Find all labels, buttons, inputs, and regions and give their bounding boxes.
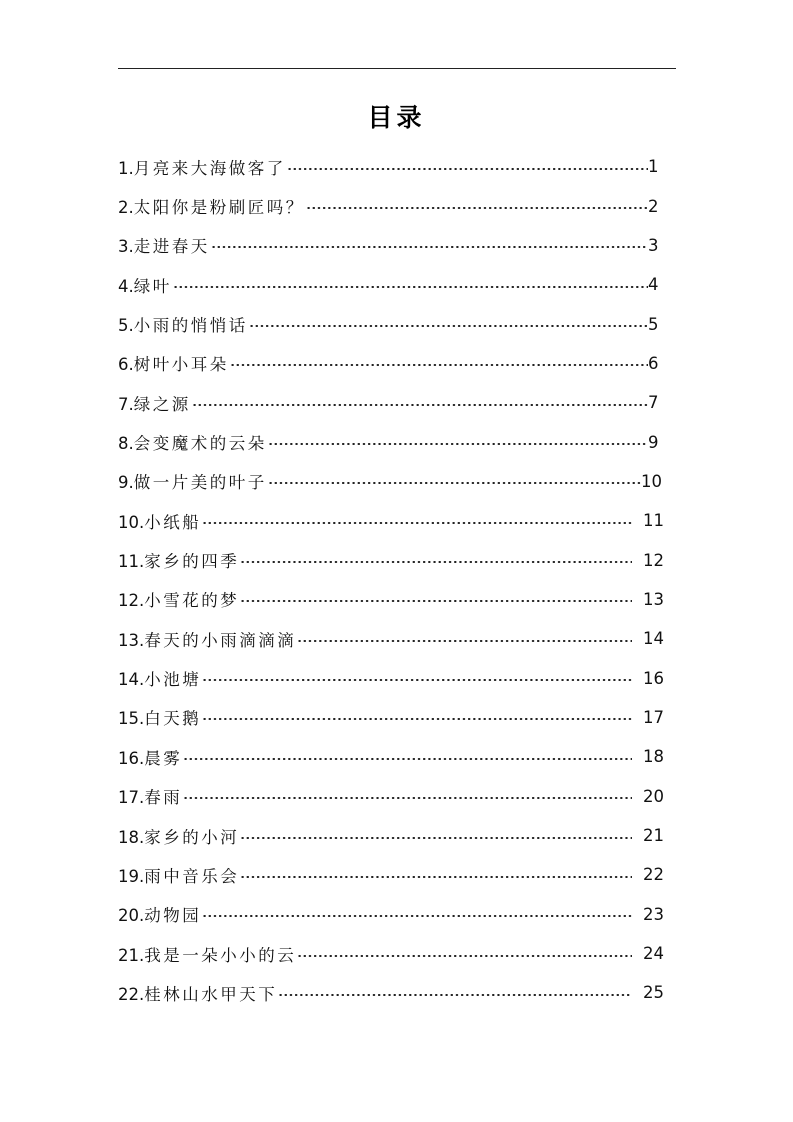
entry-page: 20 [643, 786, 664, 806]
toc-entry[interactable] [118, 540, 663, 579]
entry-number: 13. [118, 630, 145, 650]
entry-number: 4. [118, 276, 134, 296]
dot-leader [230, 364, 648, 366]
dot-leader [192, 404, 648, 406]
entry-page: 22 [643, 865, 664, 885]
entry-page: 21 [643, 826, 664, 846]
toc-entry[interactable] [118, 501, 663, 540]
toc-entry[interactable] [118, 462, 663, 501]
dot-leader [297, 955, 632, 957]
toc-entry[interactable] [118, 698, 663, 737]
entry-page: 2 [648, 196, 659, 216]
entry-page: 6 [648, 353, 659, 373]
entry-title: 小雪花的梦 [144, 591, 240, 611]
entry-page: 14 [643, 629, 664, 649]
dot-leader [173, 286, 648, 288]
entry-number: 10. [118, 512, 145, 532]
entry-title: 太阳你是粉刷匠吗？ [133, 198, 305, 218]
entry-title: 树叶小耳朵 [133, 355, 229, 375]
entry-title: 雨中音乐会 [144, 866, 240, 886]
entry-page: 25 [643, 983, 664, 1003]
entry-page: 3 [648, 235, 659, 255]
toc-entry[interactable] [118, 855, 663, 894]
dot-leader [211, 246, 648, 248]
dot-leader [240, 876, 632, 878]
entry-number: 20. [118, 906, 145, 926]
entry-page: 5 [648, 314, 659, 334]
entry-page: 12 [643, 550, 664, 570]
toc-entry[interactable] [118, 619, 663, 658]
entry-title: 绿叶 [133, 276, 172, 296]
entry-title: 我是一朵小小的云 [144, 945, 297, 965]
entry-number: 22. [118, 984, 145, 1004]
entry-number: 16. [118, 748, 145, 768]
dot-leader [306, 207, 648, 209]
toc-entry[interactable] [118, 777, 663, 816]
entry-title: 做一片美的叶子 [133, 473, 267, 493]
toc-entry[interactable] [118, 580, 663, 619]
entry-title: 走进春天 [133, 237, 210, 257]
entry-page: 17 [643, 707, 664, 727]
dot-leader [240, 561, 632, 563]
dot-leader [297, 640, 632, 642]
toc-entry[interactable] [118, 895, 663, 934]
dot-leader [249, 325, 648, 327]
entry-title: 春天的小雨滴滴滴 [144, 630, 297, 650]
entry-number: 6. [118, 355, 134, 375]
entry-title: 小雨的悄悄话 [133, 316, 248, 336]
toc-entry[interactable] [118, 344, 663, 383]
entry-page: 24 [643, 944, 664, 964]
dot-leader [240, 837, 632, 839]
dot-leader [268, 443, 648, 445]
entry-title: 小池塘 [144, 670, 202, 690]
dot-leader [202, 522, 632, 524]
entry-title: 白天鹅 [144, 709, 202, 729]
toc-entry[interactable] [118, 934, 663, 973]
entry-title: 家乡的四季 [144, 552, 240, 572]
entry-number: 18. [118, 827, 145, 847]
entry-title: 动物园 [144, 906, 202, 926]
entry-number: 21. [118, 945, 145, 965]
toc-entry[interactable] [118, 658, 663, 697]
entry-number: 11. [118, 552, 145, 572]
entry-page: 10 [641, 471, 662, 491]
entry-number: 15. [118, 709, 145, 729]
toc-entry[interactable] [118, 816, 663, 855]
entry-page: 13 [643, 589, 664, 609]
entry-number: 19. [118, 866, 145, 886]
entry-number: 3. [118, 237, 134, 257]
entry-title: 晨雾 [144, 748, 183, 768]
entry-page: 16 [643, 668, 664, 688]
toc-entry[interactable] [118, 186, 663, 225]
entry-title: 月亮来大海做客了 [133, 158, 286, 178]
entry-page: 18 [643, 747, 664, 767]
dot-leader [287, 168, 648, 170]
dot-leader [202, 718, 632, 720]
entry-page: 7 [648, 393, 659, 413]
entry-title: 家乡的小河 [144, 827, 240, 847]
entry-number: 17. [118, 788, 145, 808]
dot-leader [183, 797, 632, 799]
dot-leader [202, 679, 632, 681]
dot-leader [240, 600, 632, 602]
dot-leader [202, 915, 632, 917]
toc-entry[interactable] [118, 383, 663, 422]
entry-page: 23 [643, 904, 664, 924]
entry-title: 小纸船 [144, 512, 202, 532]
entry-page: 4 [648, 275, 659, 295]
toc-entry[interactable] [118, 304, 663, 343]
entry-number: 8. [118, 434, 134, 454]
dot-leader [278, 994, 632, 996]
entry-title: 桂林山水甲天下 [144, 984, 278, 1004]
entry-number: 14. [118, 670, 145, 690]
entry-page: 1 [648, 157, 659, 177]
toc-entry[interactable] [118, 973, 663, 1012]
toc-entry[interactable] [118, 265, 663, 304]
dot-leader [183, 758, 632, 760]
entry-title: 绿之源 [133, 394, 191, 414]
entry-number: 5. [118, 316, 134, 336]
table-of-contents [118, 147, 663, 1013]
entry-number: 7. [118, 394, 134, 414]
dot-leader [268, 482, 641, 484]
entry-page: 9 [648, 432, 659, 452]
toc-entry[interactable] [118, 422, 663, 461]
toc-entry[interactable] [118, 147, 663, 186]
toc-entry[interactable] [118, 737, 663, 776]
entry-number: 9. [118, 473, 134, 493]
header-rule [118, 68, 676, 69]
entry-number: 2. [118, 198, 134, 218]
entry-title: 会变魔术的云朵 [133, 434, 267, 454]
entry-title: 春雨 [144, 788, 183, 808]
entry-number: 1. [118, 158, 134, 178]
toc-entry[interactable] [118, 226, 663, 265]
page-title: 目录 [367, 103, 426, 132]
entry-number: 12. [118, 591, 145, 611]
entry-page: 11 [643, 511, 664, 531]
